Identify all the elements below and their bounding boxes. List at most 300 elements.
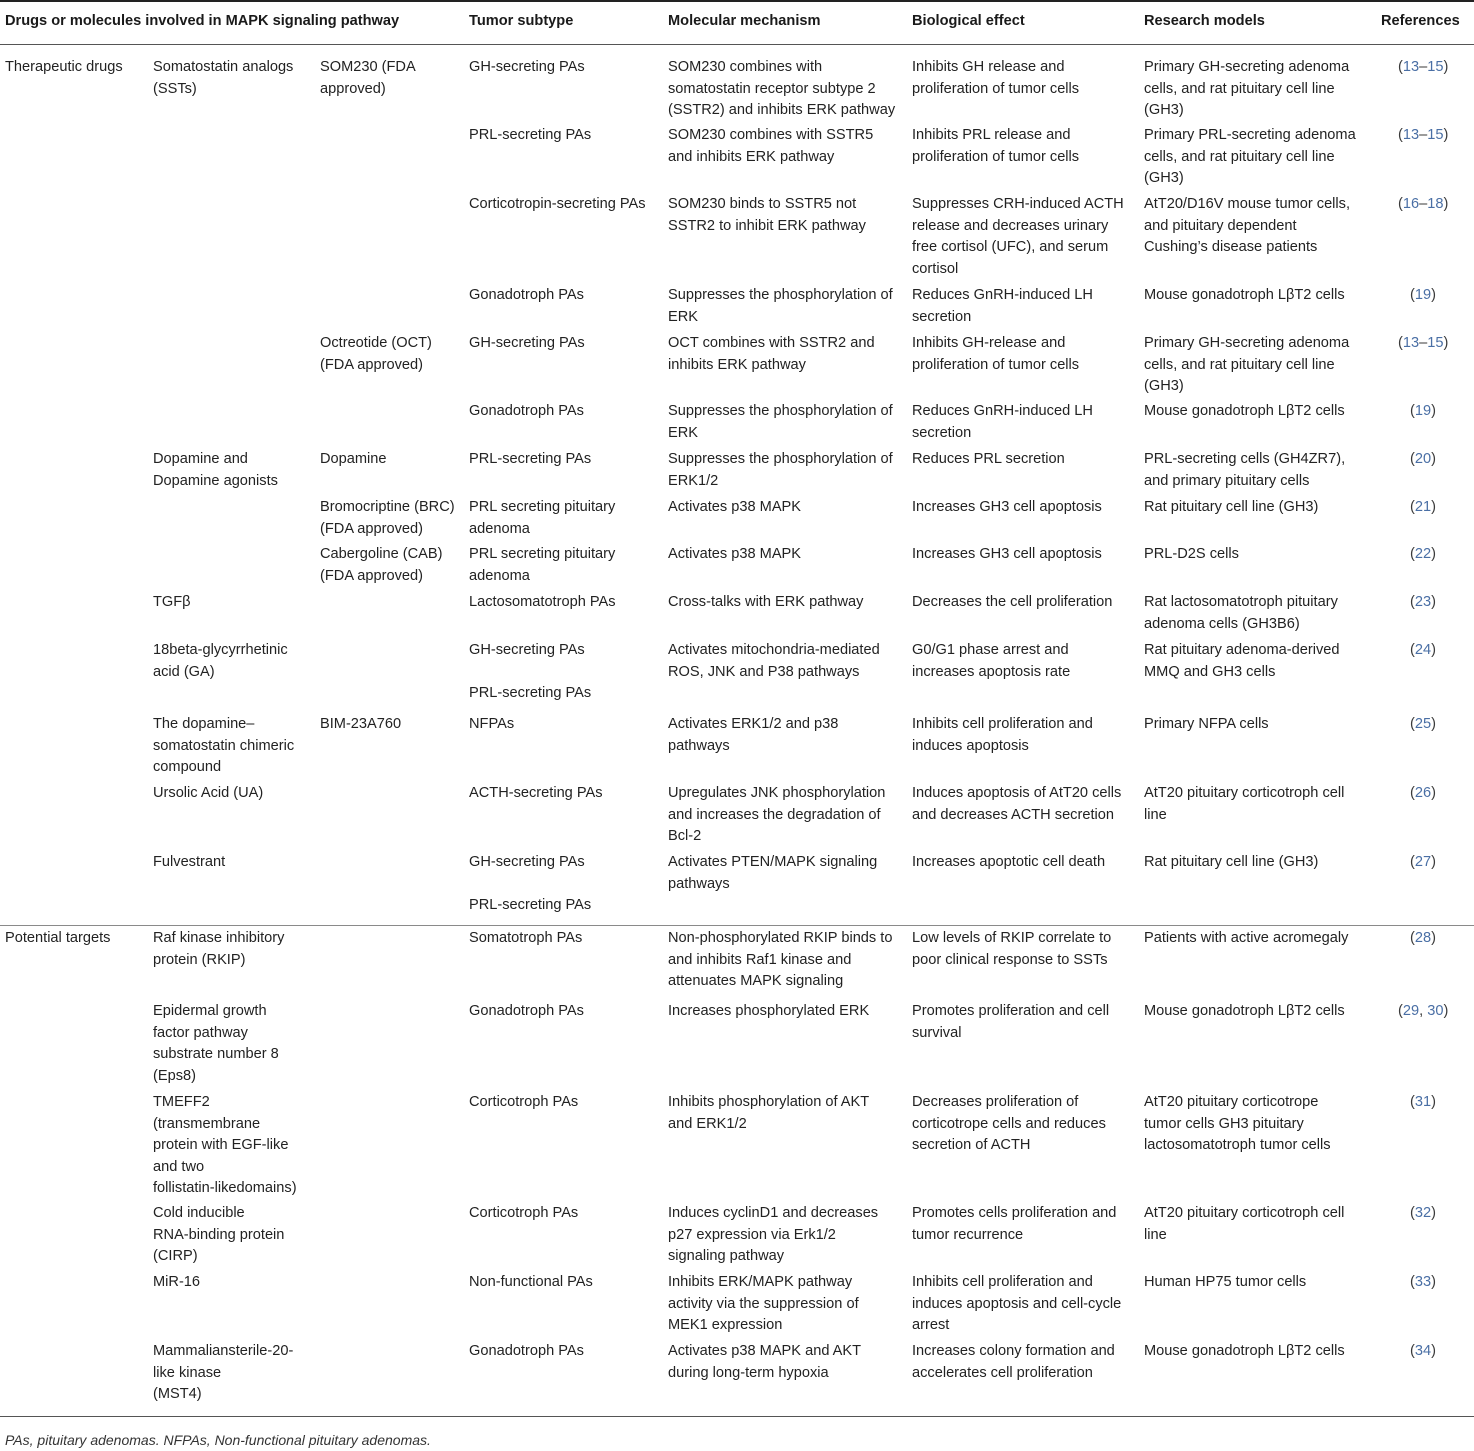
cell-subtype bbox=[469, 57, 585, 79]
cell-effect bbox=[912, 928, 1111, 971]
cell-reference: (21) bbox=[1410, 499, 1436, 515]
cell-line: proliferation of tumor cells bbox=[912, 148, 1080, 165]
cell-reference: (13–15) bbox=[1398, 335, 1449, 351]
cell-line: Suppresses the phosphorylation of bbox=[668, 287, 893, 303]
cell-line: Increases phosphorylated ERK bbox=[668, 1003, 870, 1019]
cell-line: Cabergoline (CAB) bbox=[320, 546, 443, 562]
cell-line: SOM230 combines with bbox=[668, 59, 823, 75]
cell-line: Gonadotroph PAs bbox=[469, 1003, 584, 1019]
cell-line: free cortisol (UFC), and serum bbox=[912, 239, 1109, 255]
section-divider bbox=[0, 925, 1474, 926]
cell-line: Increases GH3 cell apoptosis bbox=[912, 546, 1102, 562]
cell-models bbox=[1144, 1272, 1306, 1294]
cell-effect bbox=[912, 194, 1124, 280]
cell-line: cortisol bbox=[912, 260, 959, 277]
cell-line: Epidermal growth bbox=[153, 1003, 267, 1019]
cell-effect bbox=[912, 544, 1102, 566]
cell-mechanism bbox=[668, 497, 801, 519]
cell-line: Mouse gonadotroph LβT2 cells bbox=[1144, 287, 1345, 303]
cell-effect bbox=[912, 592, 1112, 614]
cell-line: protein with EGF-like bbox=[153, 1137, 289, 1153]
cell-line: like kinase bbox=[153, 1364, 222, 1381]
cell-reference: (28) bbox=[1410, 930, 1436, 946]
cell-line: Suppresses the phosphorylation of bbox=[668, 451, 893, 467]
cell-line: and inhibits Raf1 kinase and bbox=[668, 951, 852, 968]
cell-line: Activates p38 MAPK and AKT bbox=[668, 1343, 862, 1359]
cell-line: accelerates cell proliferation bbox=[912, 1364, 1093, 1381]
cell-models bbox=[1144, 1341, 1345, 1363]
cell-models bbox=[1144, 125, 1356, 190]
cell-subtype bbox=[469, 544, 615, 587]
cell-line: Somatotroph PAs bbox=[469, 930, 583, 946]
cell-category bbox=[153, 852, 225, 874]
cell-line: AtT20 pituitary corticotrope bbox=[1144, 1094, 1319, 1110]
cell-models bbox=[1144, 194, 1350, 259]
cell-category bbox=[153, 714, 294, 779]
cell-mechanism bbox=[668, 783, 885, 848]
cell-effect bbox=[912, 783, 1121, 826]
cell-line: Rat pituitary adenoma-derived bbox=[1144, 642, 1340, 658]
cell-drug bbox=[320, 57, 416, 100]
cell-models bbox=[1144, 333, 1349, 398]
cell-mechanism bbox=[668, 1203, 878, 1268]
cell-models bbox=[1144, 1092, 1331, 1157]
cell-reference: (26) bbox=[1410, 785, 1436, 801]
cell-line: MiR-16 bbox=[153, 1274, 201, 1290]
cell-line: Inhibits PRL release and bbox=[912, 127, 1071, 143]
cell-effect bbox=[912, 714, 1093, 757]
cell-reference: (27) bbox=[1410, 854, 1436, 870]
cell-category bbox=[153, 1272, 200, 1294]
cell-line: Reduces GnRH-induced LH bbox=[912, 403, 1093, 419]
cell-line: PRL secreting pituitary bbox=[469, 499, 616, 515]
cell-line: Gonadotroph PAs bbox=[469, 287, 584, 303]
reference-link[interactable]: 13 bbox=[1402, 59, 1420, 75]
cell-line: and inhibits ERK pathway bbox=[668, 148, 835, 165]
cell-line: (FDA approved) bbox=[320, 520, 424, 537]
cell-mechanism bbox=[668, 125, 873, 168]
cell-line: tumor recurrence bbox=[912, 1226, 1024, 1243]
cell-mechanism bbox=[668, 1272, 859, 1337]
reference-link[interactable]: 13 bbox=[1402, 335, 1420, 351]
cell-reference: (23) bbox=[1410, 594, 1436, 610]
cell-line: Activates mitochondria-mediated bbox=[668, 642, 880, 658]
cell-reference: (29, 30) bbox=[1398, 1003, 1449, 1019]
cell-line: poor clinical response to SSTs bbox=[912, 951, 1108, 968]
cell-line: ERK1/2 bbox=[668, 472, 719, 489]
cell-line: Rat pituitary cell line (GH3) bbox=[1144, 499, 1319, 515]
cell-models bbox=[1144, 544, 1239, 566]
cell-reference: (31) bbox=[1410, 1094, 1436, 1110]
cell-line: Increases apoptotic cell death bbox=[912, 854, 1106, 870]
bottom-rule bbox=[0, 1416, 1474, 1417]
cell-reference: (32) bbox=[1410, 1205, 1436, 1221]
cell-line bbox=[469, 662, 591, 684]
reference-link[interactable]: 15 bbox=[1427, 127, 1444, 143]
cell-line: Primary GH-secreting adenoma bbox=[1144, 59, 1350, 75]
cell-models bbox=[1144, 401, 1345, 423]
cell-drug bbox=[320, 449, 387, 471]
cell-line: Decreases proliferation of bbox=[912, 1094, 1079, 1110]
cell-line: RNA-binding protein bbox=[153, 1226, 285, 1243]
cell-line: ROS, JNK and P38 pathways bbox=[668, 663, 860, 680]
cell-line: factor pathway bbox=[153, 1024, 248, 1041]
cell-line: Raf kinase inhibitory bbox=[153, 930, 285, 946]
cell-effect bbox=[912, 1272, 1121, 1337]
cell-line: PRL-secreting PAs bbox=[469, 451, 592, 467]
cell-mechanism bbox=[668, 640, 880, 683]
cell-line: (GH3) bbox=[1144, 170, 1184, 186]
cell-effect bbox=[912, 1001, 1109, 1044]
cell-line: GH-secreting PAs bbox=[469, 59, 585, 75]
reference-separator: – bbox=[1419, 196, 1428, 212]
cell-line: (transmembrane bbox=[153, 1115, 261, 1132]
cell-line: G0/G1 phase arrest and bbox=[912, 642, 1069, 658]
cell-models bbox=[1144, 852, 1318, 874]
cell-line: SSTR2 to inhibit ERK pathway bbox=[668, 217, 866, 234]
cell-line: Mouse gonadotroph LβT2 cells bbox=[1144, 403, 1345, 419]
header-biological-effect: Biological effect bbox=[912, 13, 1025, 29]
cell-line: follistatin-likedomains) bbox=[153, 1180, 297, 1196]
cell-models bbox=[1144, 592, 1338, 635]
cell-reference: (19) bbox=[1410, 403, 1436, 419]
cell-line: Inhibits cell proliferation and bbox=[912, 1274, 1093, 1290]
cell-line: induces apoptosis bbox=[912, 737, 1029, 754]
cell-subtype bbox=[469, 640, 591, 705]
cell-line: (CIRP) bbox=[153, 1248, 198, 1264]
reference-separator: – bbox=[1419, 127, 1428, 143]
cell-line: secretion bbox=[912, 308, 972, 325]
reference-link[interactable]: 28 bbox=[1414, 930, 1432, 946]
cell-line: survival bbox=[912, 1024, 962, 1041]
cell-mechanism bbox=[668, 544, 801, 566]
cell-line: Gonadotroph PAs bbox=[469, 403, 584, 419]
cell-line: lactosomatotroph tumor cells bbox=[1144, 1137, 1331, 1153]
cell-category bbox=[153, 1092, 297, 1200]
cell-effect bbox=[912, 333, 1079, 376]
cell-line: (GH3) bbox=[1144, 102, 1184, 118]
cell-line: Octreotide (OCT) bbox=[320, 335, 432, 351]
cell-category bbox=[153, 783, 263, 805]
cell-line: NFPAs bbox=[469, 716, 515, 732]
cell-mechanism bbox=[668, 285, 893, 328]
cell-line: pathways bbox=[668, 737, 730, 754]
cell-line: ERK bbox=[668, 424, 699, 441]
cell-line: Bromocriptine (BRC) bbox=[320, 499, 455, 515]
cell-line: cells, and rat pituitary cell line bbox=[1144, 80, 1335, 97]
cell-reference: (16–18) bbox=[1398, 196, 1449, 212]
header-tumor-subtype: Tumor subtype bbox=[469, 13, 574, 29]
cell-line: and two bbox=[153, 1158, 205, 1175]
cell-effect bbox=[912, 1341, 1115, 1384]
cell-line: Ursolic Acid (UA) bbox=[153, 785, 264, 801]
cell-effect bbox=[912, 449, 1065, 471]
cell-mechanism bbox=[668, 928, 892, 993]
reference-link[interactable]: 19 bbox=[1414, 287, 1432, 303]
cell-reference: (19) bbox=[1410, 287, 1436, 303]
cell-line: AtT20 pituitary corticotroph cell bbox=[1144, 785, 1345, 801]
cell-mechanism bbox=[668, 852, 877, 895]
cell-line: Mammaliansterile-20- bbox=[153, 1343, 294, 1359]
cell-effect bbox=[912, 1092, 1106, 1157]
cell-reference: (13–15) bbox=[1398, 127, 1449, 143]
cell-subtype bbox=[469, 449, 591, 471]
cell-subtype bbox=[469, 714, 514, 736]
cell-subtype bbox=[469, 1001, 584, 1023]
cell-effect bbox=[912, 1203, 1116, 1246]
cell-reference: (22) bbox=[1410, 546, 1436, 562]
cell-line: and ERK1/2 bbox=[668, 1115, 747, 1132]
cell-line: SOM230 (FDA bbox=[320, 59, 416, 75]
cell-line: compound bbox=[153, 759, 222, 775]
cell-line: protein (RKIP) bbox=[153, 951, 246, 968]
cell-mechanism bbox=[668, 714, 838, 757]
cell-subtype bbox=[469, 1341, 584, 1363]
reference-separator: – bbox=[1419, 335, 1428, 351]
cell-line: GH-secreting PAs bbox=[469, 335, 585, 351]
cell-mechanism bbox=[668, 592, 863, 614]
cell-line: and primary pituitary cells bbox=[1144, 472, 1310, 489]
cell-line: PRL-secreting cells (GH4ZR7), bbox=[1144, 451, 1346, 467]
header-drug: Drugs or molecules involved in MAPK signaling pathway bbox=[5, 13, 400, 29]
cell-line: Somatostatin analogs bbox=[153, 59, 294, 75]
cell-line: p27 expression via Erk1/2 bbox=[668, 1226, 836, 1243]
cell-line: increases apoptosis rate bbox=[912, 663, 1071, 680]
cell-mechanism bbox=[668, 1092, 869, 1135]
cell-line: Inhibits cell proliferation and bbox=[912, 716, 1093, 732]
cell-line: Fulvestrant bbox=[153, 854, 226, 870]
cell-line: secretion of ACTH bbox=[912, 1137, 1031, 1153]
reference-link[interactable]: 16 bbox=[1402, 196, 1420, 212]
cell-line: adenoma cells (GH3B6) bbox=[1144, 615, 1300, 632]
cell-line: Primary GH-secreting adenoma bbox=[1144, 335, 1350, 351]
header-references: References bbox=[1381, 13, 1460, 29]
reference-link[interactable]: 19 bbox=[1414, 403, 1432, 419]
section-label-therapeutic-drugs: Therapeutic drugs bbox=[5, 59, 123, 75]
cell-models bbox=[1144, 57, 1349, 122]
cell-line: Upregulates JNK phosphorylation bbox=[668, 785, 886, 801]
cell-subtype bbox=[469, 401, 584, 423]
cell-line: PRL-secreting PAs bbox=[469, 897, 592, 913]
cell-line: Increases colony formation and bbox=[912, 1343, 1115, 1359]
table-footnote: PAs, pituitary adenomas. NFPAs, Non-functional pituitary adenomas. bbox=[5, 1432, 431, 1448]
cell-line: release and decreases urinary bbox=[912, 217, 1109, 234]
reference-link[interactable]: 25 bbox=[1414, 716, 1432, 732]
cell-line: Dopamine agonists bbox=[153, 472, 278, 489]
cell-line: Corticotroph PAs bbox=[469, 1094, 579, 1110]
cell-subtype bbox=[469, 125, 591, 147]
cell-line: approved) bbox=[320, 80, 386, 97]
cell-reference: (34) bbox=[1410, 1343, 1436, 1359]
cell-line: (GH3) bbox=[1144, 378, 1184, 394]
cell-line: Gonadotroph PAs bbox=[469, 1343, 584, 1359]
cell-line: ACTH-secreting PAs bbox=[469, 785, 603, 801]
cell-line: Inhibits GH-release and bbox=[912, 335, 1066, 351]
cell-line: acid (GA) bbox=[153, 663, 215, 680]
cell-models bbox=[1144, 714, 1269, 736]
section-label-potential-targets: Potential targets bbox=[5, 930, 111, 946]
reference-link[interactable]: 32 bbox=[1414, 1205, 1432, 1221]
cell-line: GH-secreting PAs bbox=[469, 642, 585, 658]
cell-models bbox=[1144, 449, 1345, 492]
cell-line: Primary PRL-secreting adenoma bbox=[1144, 127, 1356, 143]
cell-line: Dopamine bbox=[320, 451, 387, 467]
cell-line: BIM-23A760 bbox=[320, 716, 402, 732]
cell-models bbox=[1144, 285, 1345, 307]
cell-line: Induces cyclinD1 and decreases bbox=[668, 1205, 879, 1221]
cell-line: Suppresses CRH-induced ACTH bbox=[912, 196, 1124, 212]
reference-link[interactable]: 13 bbox=[1402, 127, 1420, 143]
cell-line: PRL secreting pituitary bbox=[469, 546, 616, 562]
cell-mechanism bbox=[668, 1341, 861, 1384]
reference-separator: – bbox=[1419, 59, 1428, 75]
cell-line: TGFβ bbox=[153, 594, 191, 610]
cell-line: somatostatin chimeric bbox=[153, 737, 295, 754]
cell-line: Rat lactosomatotroph pituitary bbox=[1144, 594, 1338, 610]
cell-line: PRL-secreting PAs bbox=[469, 685, 592, 701]
cell-category bbox=[153, 928, 284, 971]
cell-line: (FDA approved) bbox=[320, 356, 424, 373]
cell-mechanism bbox=[668, 1001, 869, 1023]
cell-line: and pituitary dependent bbox=[1144, 217, 1297, 234]
cell-line: Primary NFPA cells bbox=[1144, 716, 1269, 732]
cell-mechanism bbox=[668, 401, 893, 444]
cell-line: Inhibits GH release and bbox=[912, 59, 1065, 75]
reference-link[interactable]: 33 bbox=[1414, 1274, 1432, 1290]
cell-category bbox=[153, 449, 278, 492]
cell-subtype bbox=[469, 852, 591, 917]
cell-effect bbox=[912, 852, 1105, 874]
cell-line: cells, and rat pituitary cell line bbox=[1144, 356, 1335, 373]
reference-link[interactable]: 30 bbox=[1427, 1003, 1444, 1019]
cell-line: The dopamine– bbox=[153, 716, 255, 732]
cell-line: pathways bbox=[668, 875, 730, 892]
cell-subtype bbox=[469, 1272, 593, 1294]
top-rule bbox=[0, 0, 1474, 2]
cell-line: ERK bbox=[668, 308, 699, 325]
cell-models bbox=[1144, 928, 1348, 950]
cell-line: Cold inducible bbox=[153, 1205, 245, 1221]
cell-line: signaling pathway bbox=[668, 1248, 785, 1264]
cell-line: Bcl-2 bbox=[668, 828, 702, 844]
reference-link[interactable]: 15 bbox=[1427, 59, 1444, 75]
cell-line: (Eps8) bbox=[153, 1067, 196, 1084]
cell-models bbox=[1144, 1203, 1344, 1246]
cell-line: Reduces GnRH-induced LH bbox=[912, 287, 1093, 303]
reference-link[interactable]: 34 bbox=[1414, 1343, 1432, 1359]
reference-link[interactable]: 31 bbox=[1414, 1094, 1432, 1110]
cell-line: during long-term hypoxia bbox=[668, 1364, 829, 1381]
reference-link[interactable]: 20 bbox=[1414, 451, 1432, 467]
cell-line: Patients with active acromegaly bbox=[1144, 930, 1349, 946]
reference-link[interactable]: 24 bbox=[1414, 642, 1432, 658]
cell-category bbox=[153, 1203, 284, 1268]
cell-line: Non-functional PAs bbox=[469, 1274, 593, 1290]
cell-line: AtT20/D16V mouse tumor cells, bbox=[1144, 196, 1351, 212]
reference-link[interactable]: 22 bbox=[1414, 546, 1432, 562]
cell-effect bbox=[912, 497, 1102, 519]
cell-models bbox=[1144, 640, 1340, 683]
cell-line: Cushing’s disease patients bbox=[1144, 239, 1318, 255]
cell-line: Induces apoptosis of AtT20 cells bbox=[912, 785, 1122, 801]
cell-line: OCT combines with SSTR2 and bbox=[668, 335, 875, 351]
cell-line: (FDA approved) bbox=[320, 567, 424, 584]
cell-subtype bbox=[469, 497, 615, 540]
reference-link[interactable]: 29 bbox=[1402, 1003, 1420, 1019]
cell-line: Decreases the cell proliferation bbox=[912, 594, 1113, 610]
cell-line: somatostatin receptor subtype 2 bbox=[668, 80, 876, 97]
cell-mechanism bbox=[668, 57, 895, 122]
cell-reference: (33) bbox=[1410, 1274, 1436, 1290]
cell-subtype bbox=[469, 285, 584, 307]
header-molecular-mechanism: Molecular mechanism bbox=[668, 13, 821, 29]
cell-line: secretion bbox=[912, 424, 972, 441]
cell-category bbox=[153, 640, 288, 683]
cell-line: activity via the suppression of bbox=[668, 1295, 859, 1312]
cell-line: (SSTs) bbox=[153, 80, 197, 97]
cell-mechanism bbox=[668, 333, 875, 376]
reference-link[interactable]: 15 bbox=[1427, 335, 1444, 351]
cell-line: line bbox=[1144, 1226, 1167, 1243]
cell-models bbox=[1144, 1001, 1345, 1023]
cell-line: Inhibits phosphorylation of AKT bbox=[668, 1094, 870, 1110]
cell-line: induces apoptosis and cell-cycle bbox=[912, 1295, 1122, 1312]
cell-line: adenoma bbox=[469, 520, 530, 537]
reference-link[interactable]: 21 bbox=[1414, 499, 1432, 515]
cell-subtype bbox=[469, 928, 582, 950]
cell-line: SOM230 binds to SSTR5 not bbox=[668, 196, 857, 212]
cell-line: MEK1 expression bbox=[668, 1317, 783, 1333]
cell-drug bbox=[320, 544, 442, 587]
cell-category bbox=[153, 57, 293, 100]
cell-line: Activates p38 MAPK bbox=[668, 546, 802, 562]
cell-line: proliferation of tumor cells bbox=[912, 356, 1080, 373]
reference-link[interactable]: 23 bbox=[1414, 594, 1432, 610]
cell-line: corticotrope cells and reduces bbox=[912, 1115, 1106, 1132]
cell-line: (SSTR2) and inhibits ERK pathway bbox=[668, 102, 896, 118]
cell-line: Activates PTEN/MAPK signaling bbox=[668, 854, 878, 870]
cell-line: inhibits ERK pathway bbox=[668, 356, 806, 373]
cell-line: substrate number 8 bbox=[153, 1046, 279, 1062]
cell-subtype bbox=[469, 592, 616, 614]
cell-line: cells, and rat pituitary cell line bbox=[1144, 148, 1335, 165]
cell-line: Promotes proliferation and cell bbox=[912, 1003, 1110, 1019]
cell-line: Rat pituitary cell line (GH3) bbox=[1144, 854, 1319, 870]
cell-line: Increases GH3 cell apoptosis bbox=[912, 499, 1102, 515]
reference-link[interactable]: 26 bbox=[1414, 785, 1432, 801]
reference-link[interactable]: 18 bbox=[1427, 196, 1444, 212]
cell-line: Promotes cells proliferation and bbox=[912, 1205, 1117, 1221]
cell-drug bbox=[320, 497, 455, 540]
reference-link[interactable]: 27 bbox=[1414, 854, 1432, 870]
cell-line: and increases the degradation of bbox=[668, 806, 881, 823]
cell-line: AtT20 pituitary corticotroph cell bbox=[1144, 1205, 1345, 1221]
cell-line: Non-phosphorylated RKIP binds to bbox=[668, 930, 893, 946]
cell-line: Activates ERK1/2 and p38 bbox=[668, 716, 839, 732]
cell-category bbox=[153, 1341, 293, 1406]
table-header-row bbox=[0, 0, 1474, 44]
cell-reference: (20) bbox=[1410, 451, 1436, 467]
cell-line: and decreases ACTH secretion bbox=[912, 806, 1114, 823]
cell-line: MMQ and GH3 cells bbox=[1144, 663, 1276, 680]
cell-mechanism bbox=[668, 194, 866, 237]
cell-models bbox=[1144, 497, 1318, 519]
cell-line: Dopamine and bbox=[153, 451, 248, 467]
cell-subtype bbox=[469, 1203, 578, 1225]
cell-line: Lactosomatotroph PAs bbox=[469, 594, 616, 610]
cell-models bbox=[1144, 783, 1344, 826]
cell-line: Human HP75 tumor cells bbox=[1144, 1274, 1307, 1290]
